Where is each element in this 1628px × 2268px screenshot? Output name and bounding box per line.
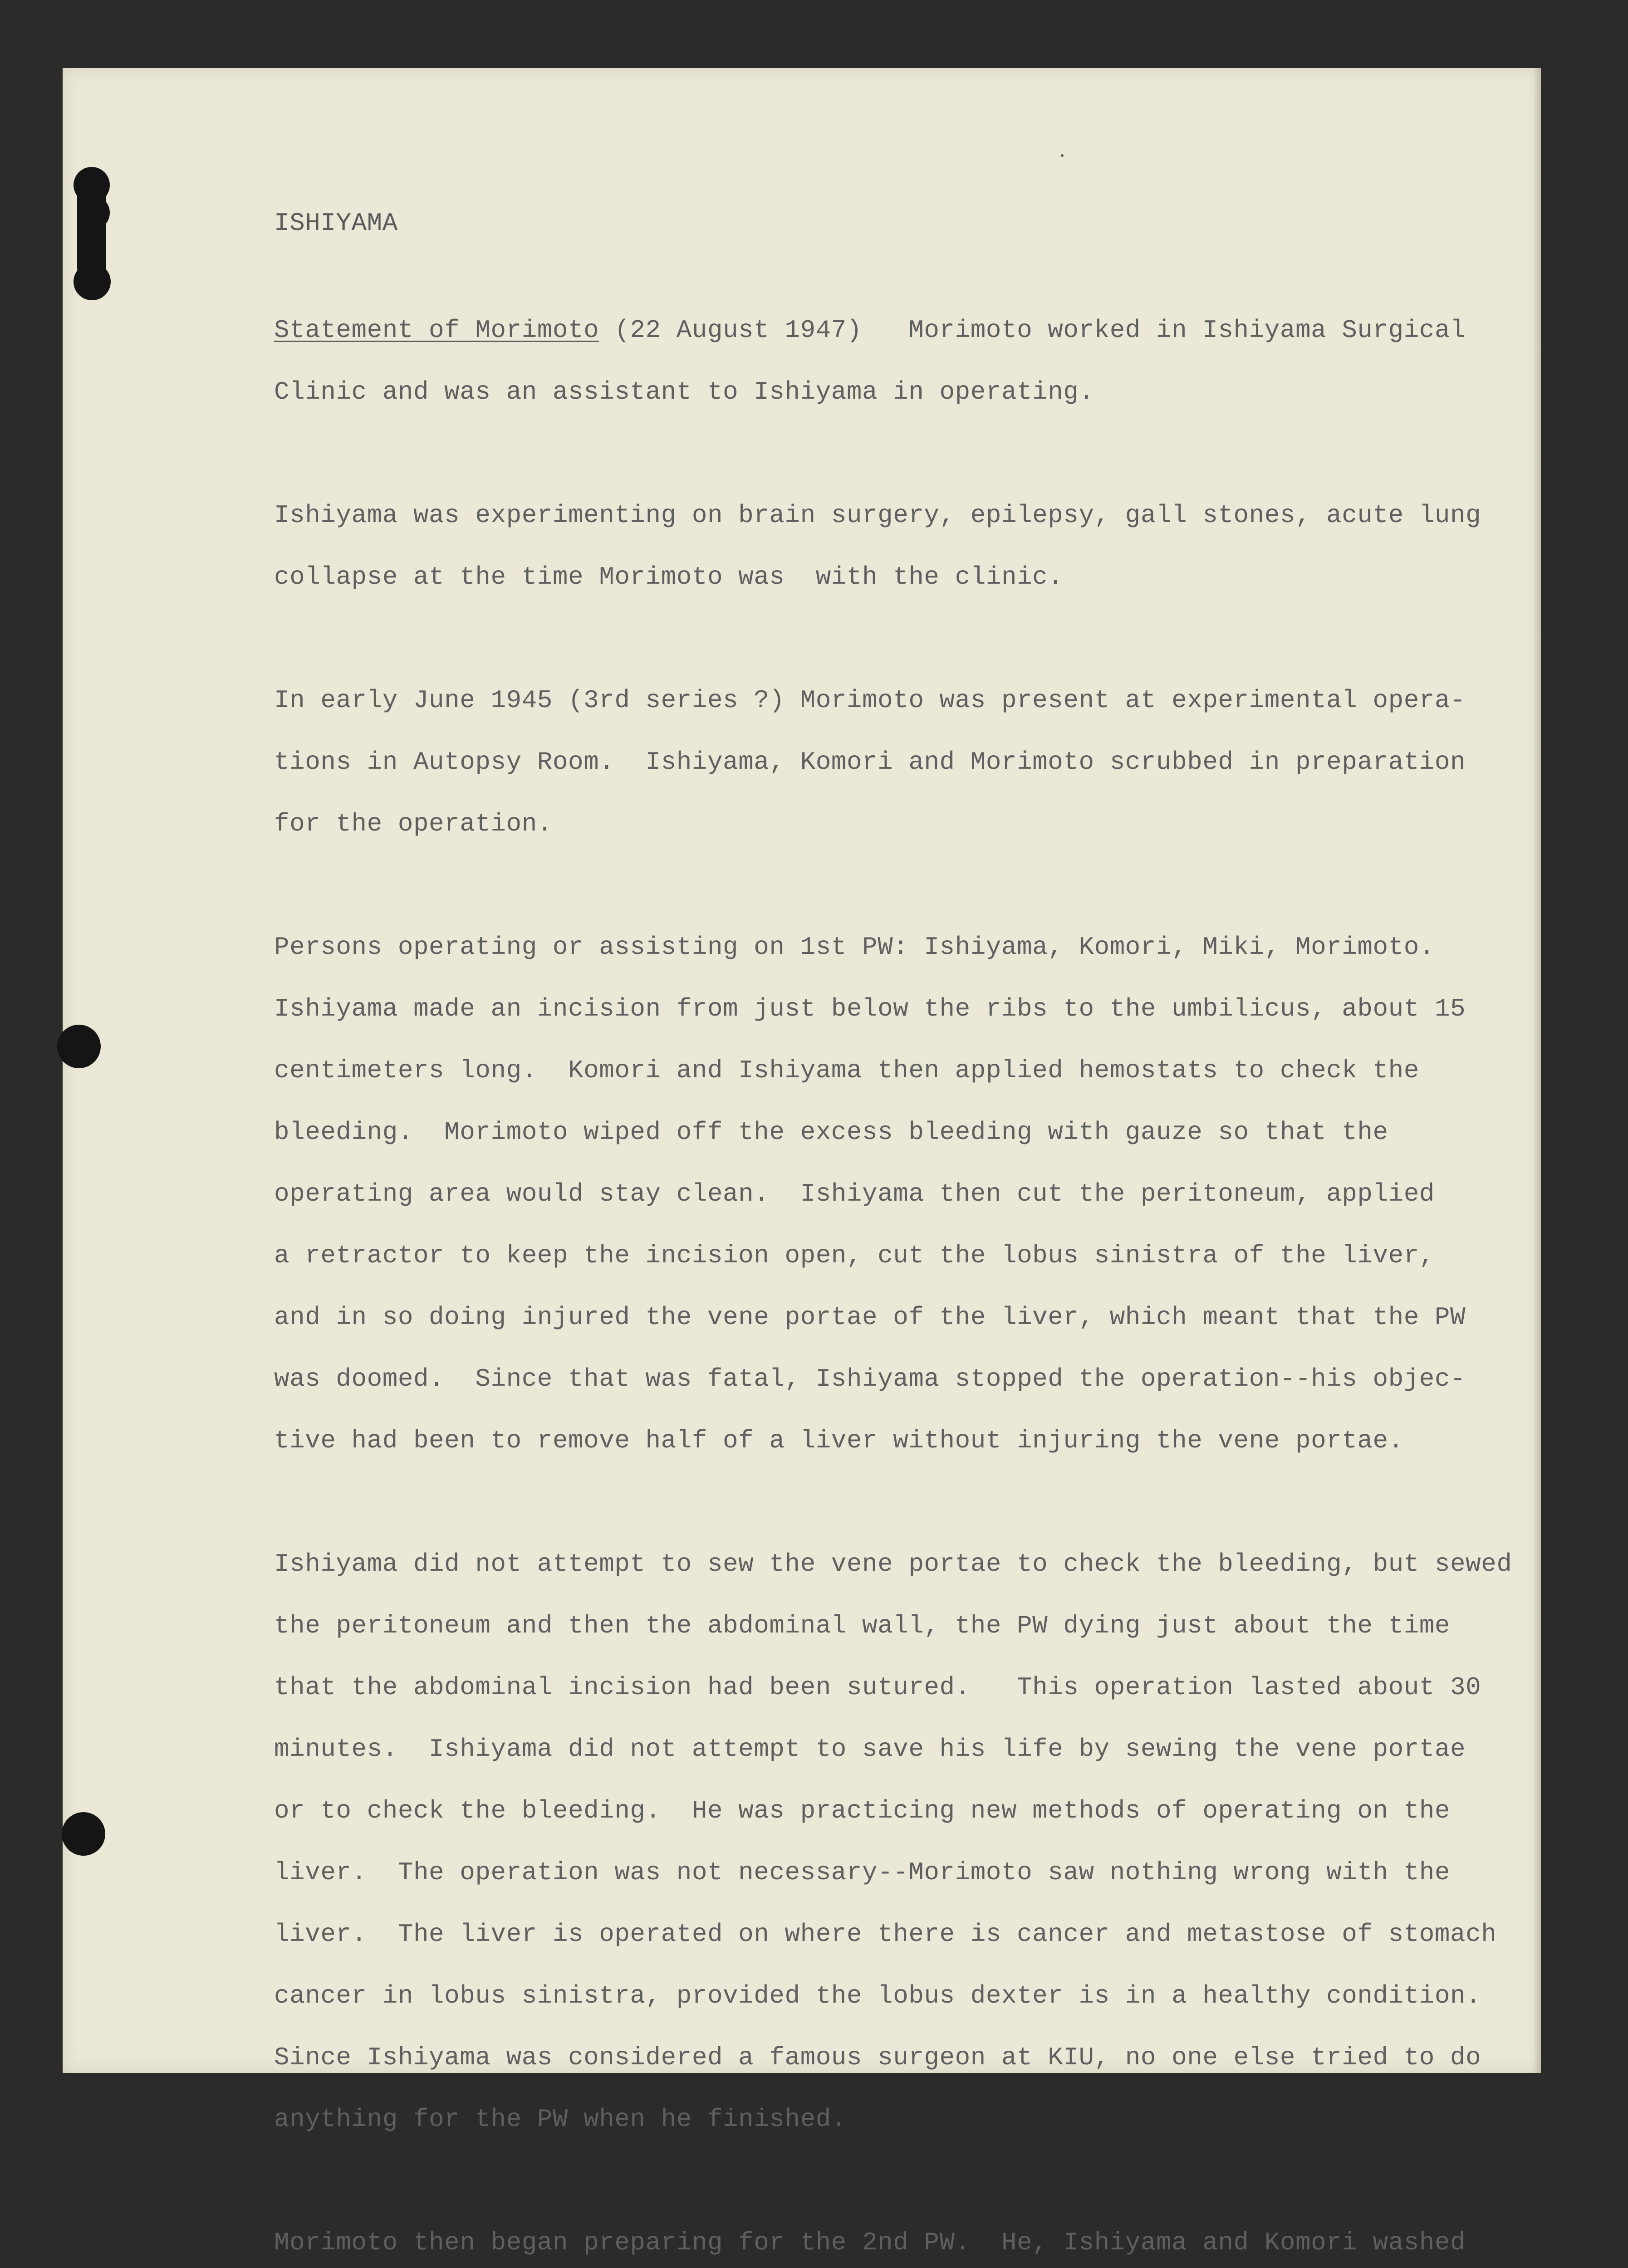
paragraph-line: the peritoneum and then the abdominal wall, the PW dying just about the time — [274, 1611, 1451, 1640]
paragraph-line — [274, 315, 1540, 346]
paragraph-line: cancer in lobus sinistra, provided the lobus dexter is in a healthy condition. — [274, 1981, 1481, 2010]
paragraph-line: In early June 1945 (3rd series ?) Morimoto was present at experimental opera- — [274, 686, 1466, 715]
paragraph-1 — [274, 284, 1540, 438]
paragraph-line: centimeters long. Komori and Ishiyama then applied hemostats to check the — [274, 1056, 1419, 1085]
paragraph-line: that the abdominal incision had been sutured. This operation lasted about 30 — [274, 1673, 1481, 1702]
paragraph-line: Morimoto then began preparing for the 2nd PW. He, Ishiyama and Komori washed — [274, 2228, 1466, 2257]
paragraph-2 — [274, 469, 1540, 623]
paragraph-line: was doomed. Since that was fatal, Ishiyama stopped the operation--his objec- — [274, 1364, 1466, 1393]
paragraph-line: a retractor to keep the incision open, cut the lobus sinistra of the liver, — [274, 1241, 1435, 1270]
statement-title: Statement of Morimoto — [274, 316, 599, 345]
paragraph-line: Persons operating or assisting on 1st PW: Ishiyama, Komori, Miki, Morimoto. — [274, 933, 1435, 962]
paragraph-line: or to check the bleeding. He was practicing new methods of operating on the — [274, 1796, 1451, 1825]
paragraph-6 — [274, 2196, 1540, 2268]
paragraph-line: liver. The liver is operated on where there is cancer and metastose of stomach — [274, 1920, 1497, 1949]
punch-hole-middle — [57, 1025, 101, 1068]
paragraph-4 — [274, 901, 1540, 1487]
document-body — [274, 208, 1540, 2268]
paragraph-line: Clinic and was an assistant to Ishiyama in operating. — [274, 377, 1094, 406]
paragraph-line: Since Ishiyama was considered a famous surgeon at KIU, no one else tried to do — [274, 2043, 1481, 2072]
paragraph-line: Ishiyama was experimenting on brain surgery, epilepsy, gall stones, acute lung — [274, 501, 1481, 530]
paper-speck — [1061, 154, 1064, 157]
paragraph-3 — [274, 654, 1540, 870]
paragraph-line: minutes. Ishiyama did not attempt to save his life by sewing the vene portae — [274, 1735, 1466, 1764]
paragraph-line: anything for the PW when he finished. — [274, 2105, 847, 2134]
punch-hole-top-middle — [78, 196, 110, 230]
punch-hole-top-lower — [74, 263, 111, 300]
paragraph-line: bleeding. Morimoto wiped off the excess bleeding with gauze so that the — [274, 1118, 1388, 1147]
statement-date-line: (22 August 1947) Morimoto worked in Ishiyama Surgical — [599, 316, 1466, 345]
paragraph-line: for the operation. — [274, 809, 553, 838]
paragraph-line: tive had been to remove half of a liver without injuring the vene portae. — [274, 1426, 1404, 1455]
paragraph-line: operating area would stay clean. Ishiyama then cut the peritoneum, applied — [274, 1179, 1435, 1208]
paragraph-line: Ishiyama made an incision from just below the ribs to the umbilicus, about 15 — [274, 994, 1466, 1023]
paragraph-line: collapse at the time Morimoto was with the clinic. — [274, 562, 1064, 591]
paragraph-5 — [274, 1518, 1540, 2165]
paragraph-line: Ishiyama did not attempt to sew the vene portae to check the bleeding, but sewed — [274, 1549, 1512, 1579]
paragraph-line: and in so doing injured the vene portae of the liver, which meant that the PW — [274, 1303, 1466, 1332]
paragraph-line: tions in Autopsy Room. Ishiyama, Komori and Morimoto scrubbed in preparation — [274, 748, 1466, 777]
document-header: ISHIYAMA — [274, 209, 398, 238]
paragraph-line: liver. The operation was not necessary--Morimoto saw nothing wrong with the — [274, 1858, 1451, 1887]
punch-hole-bottom — [62, 1812, 105, 1856]
